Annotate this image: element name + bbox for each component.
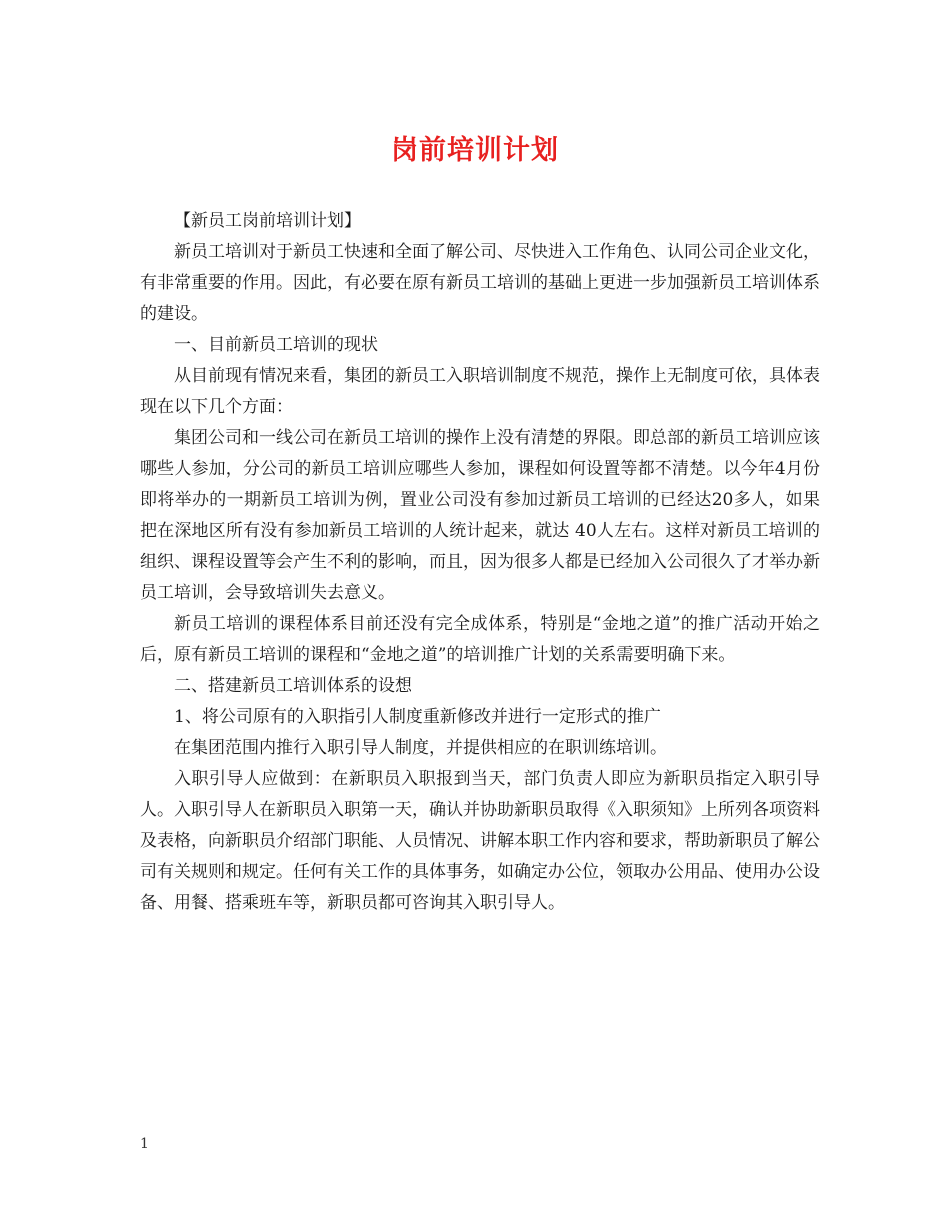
status-paragraph: 从目前现有情况来看，集团的新员工入职培训制度不规范，操作上无制度可依，具体表现在以下几个方面： — [140, 366, 820, 417]
document-title: 岗前培训计划 — [391, 135, 559, 166]
intro-paragraph: 新员工培训对于新员工快速和全面了解公司、尽快进入工作角色、认同公司企业文化，有非常重要的作用。因此，有必要在原有新员工培训的基础上更进一步加强新员工培训体系的建设。 — [140, 242, 820, 324]
heading-current-status: 一、目前新员工培训的现状 — [174, 335, 378, 355]
boundary-issue-paragraph: 集团公司和一线公司在新员工培训的操作上没有清楚的界限。即总部的新员工培训应该哪些人参加，分公司的新员工培训应哪些人参加，课程如何设置等都不清楚。以今年4月份即将举办的一期新员工培训为例，置业公司没有参加过新员工培训的已经达20多人，如果把在深地区所有没有参加新员工培训的人统计起来，就达 40人左右。这样对新员工培训的组织、课程设置等会产生不利的影响，而且，因为很多人都是已经加入公司很久了才举办新员工培训，会导致培训失去意义。 — [140, 428, 820, 603]
mentor-system-paragraph: 在集团范围内推行入职引导人制度，并提供相应的在职训练培训。 — [174, 738, 667, 758]
curriculum-issue-paragraph: 新员工培训的课程体系目前还没有完全成体系，特别是“金地之道”的推广活动开始之后，原有新员工培训的课程和“金地之道”的培训推广计划的关系需要明确下来。 — [140, 614, 820, 665]
page-number: 1 — [140, 1136, 149, 1152]
heading-system-proposal: 二、搭建新员工培训体系的设想 — [174, 676, 412, 696]
proposal-item-1: 1、将公司原有的入职指引人制度重新修改并进行一定形式的推广 — [174, 707, 661, 727]
mentor-duties-paragraph: 入职引导人应做到：在新职员入职报到当天，部门负责人即应为新职员指定入职引导人。入职引导人在新职员入职第一天，确认并协助新职员取得《入职须知》上所列各项资料及表格，向新职员介绍部门职能、人员情况、讲解本职工作内容和要求，帮助新职员了解公司有关规则和规定。任何有关工作的具体事务，如确定办公位，领取办公用品、使用办公设备、用餐、搭乘班车等，新职员都可咨询其入职引导人。 — [140, 769, 820, 913]
document-body — [140, 206, 820, 919]
section-header-new-employee-plan: 【新员工岗前培训计划】 — [174, 211, 361, 231]
